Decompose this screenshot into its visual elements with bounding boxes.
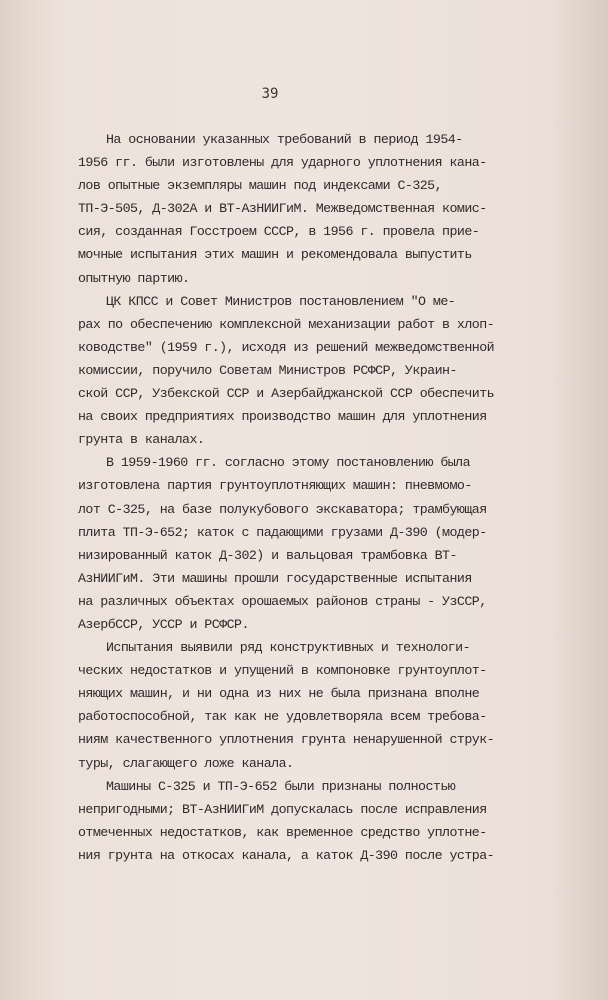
text-line: ниям качественного уплотнения грунта ненарушенной струк- <box>78 732 495 748</box>
text-line: На основании указанных требований в период 1954- <box>106 132 463 147</box>
text-line: ТП-Э-505, Д-302А и ВТ-АзНИИГиМ. Межведомственная комис- <box>78 201 487 217</box>
text-line: лот С-325, на базе полукубового экскаватора; трамбующая <box>78 501 487 517</box>
text-line: 1956 гг. были изготовлены для ударного уплотнения кана- <box>78 155 487 171</box>
text-line: плита ТП-Э-652; каток с падающими грузами Д-390 (модер- <box>78 524 487 540</box>
text-line: Машины С-325 и ТП-Э-652 были признаны полностью <box>106 778 456 794</box>
text-line: изготовлена партия грунтоуплотняющих машин: пневмомо- <box>78 478 472 494</box>
text-line: непригодными; ВТ-АзНИИГиМ допускалась после исправления <box>78 801 487 817</box>
page-number: 39 <box>261 86 279 102</box>
text-line: АзербССР, УССР и РСФСР. <box>78 616 249 632</box>
text-line: низированный каток Д-302) и вальцовая трамбовка ВТ- <box>78 547 457 563</box>
text-line: туры, слагающего ложе канала. <box>78 755 294 771</box>
text-line: работоспособной, так как не удовлетворяла всем требова- <box>78 709 487 725</box>
text-line: грунта в каналах. <box>78 432 205 448</box>
text-line: няющих машин, и ни одна из них не была признана вполне <box>78 686 480 702</box>
text-line: ской ССР, Узбекской ССР и Азербайджанской ССР обеспечить <box>78 386 495 402</box>
text-line: мочные испытания этих машин и рекомендовала выпустить <box>78 247 472 263</box>
text-line: ческих недостатков и упущений в компоновке грунтоуплот- <box>78 663 487 679</box>
text-line: рах по обеспечению комплексной механизации работ в хлоп- <box>78 316 495 332</box>
text-line: ЦК КПСС и Совет Министров постановлением "О ме- <box>106 293 456 309</box>
text-line: Испытания выявили ряд конструктивных и технологи- <box>106 640 471 656</box>
text-line: комиссии, поручило Советам Министров РСФСР, Украин- <box>78 362 457 378</box>
text-line: АзНИИГиМ. Эти машины прошли государственные испытания <box>78 570 472 586</box>
text-line: на своих предприятиях производство машин для уплотнения <box>78 409 487 425</box>
body-text <box>78 128 508 867</box>
text-line: лов опытные экземпляры машин под индексами С-325, <box>78 178 443 194</box>
text-line: отмеченных недостатков, как временное средство уплотне- <box>78 824 487 840</box>
text-line: ководстве" (1959 г.), исходя из решений межведомственной <box>78 339 495 355</box>
text-line: сия, созданная Госстроем СССР, в 1956 г. провела прие- <box>78 224 480 240</box>
text-line: на различных объектах орошаемых районов страны - УзССР, <box>78 593 487 609</box>
text-line: ния грунта на откосах канала, а каток Д-390 после устра- <box>78 847 495 863</box>
text-line: опытную партию. <box>78 270 190 286</box>
text-line: В 1959-1960 гг. согласно этому постановлению была <box>106 455 471 471</box>
